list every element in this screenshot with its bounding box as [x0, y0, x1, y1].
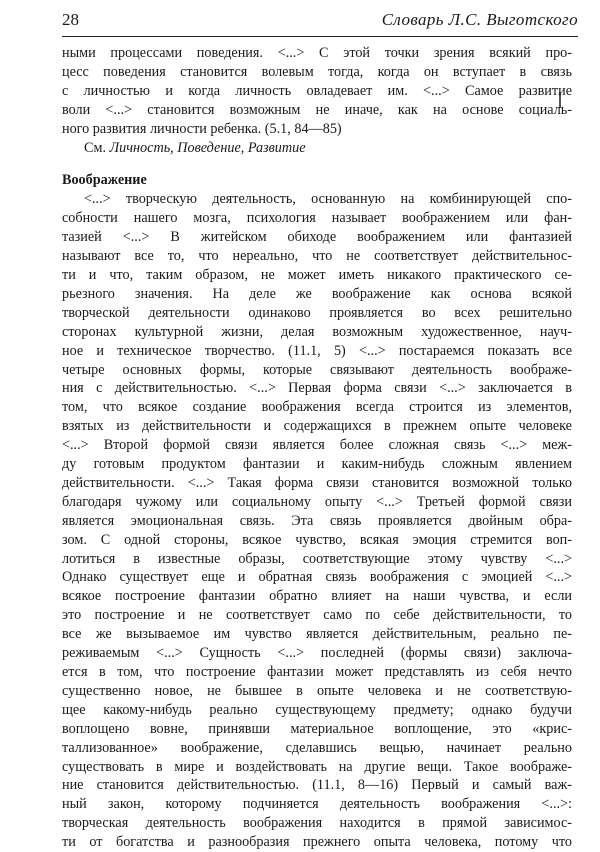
text-line: действительности. <...> Такая форма связи становится возможной только [62, 474, 572, 491]
text-line: ния с действительностью. <...> Первая форма связи <...> заключается в [62, 380, 572, 397]
text-line: взятых из действительности и содержащихся в прежнем опыте человеке [62, 418, 572, 435]
text-line: Однако существует еще и обратная связь воображения с эмоцией <...> [62, 569, 572, 586]
previous-entry-tail [62, 44, 572, 157]
text-line: все же вызываемое им чувство является действительным, реально пе- [62, 626, 572, 643]
text-line: зом. С одной стороны, всякое чувство, всякая эмоция стремится воп- [62, 531, 572, 548]
text-line: ти и что, таким образом, не может иметь никакого практического се- [62, 266, 572, 283]
text-line: цесс поведения становится волевым тогда, когда он вступает в связь [62, 63, 572, 80]
text-line: щее какому-нибудь реально существующему предмету; однако будучи [62, 701, 572, 718]
text-line: называют все то, что нереально, что не соответствует действительнос- [62, 248, 572, 265]
text-line: воплощено вовне, принявши материальное воплощение, это «крис- [62, 720, 572, 737]
text-line: благодаря чужому или социальному опыту <...> Третьей формой связи [62, 493, 572, 510]
text-line: существенно новое, не бывшее в опыте человека и не соответствую- [62, 682, 572, 699]
text-line: существовать в мире и воздействовать на другие вещи. Такое воображе- [62, 758, 572, 775]
text-line: сторонах культурной жизни, делая возможным художественное, науч- [62, 323, 572, 340]
entry-heading: Воображение [62, 172, 147, 189]
text-line: лотиться в известные образы, соответствующие этому чувству <...> [62, 550, 572, 567]
text-line: всякое построение фантазии обратно влияет на наши чувства, и если [62, 588, 572, 605]
see-also-line [62, 139, 572, 158]
text-line: четыре основных формы, которые связывают деятельность воображе- [62, 361, 572, 378]
text-line: это построение и не соответствует само по себе действительности, то [62, 607, 572, 624]
text-line: воли <...> становится возможным не иначе, как на основе социаль- [62, 101, 572, 118]
text-line: таллизованное» воображение, сделавшись вещью, начинает реально [62, 739, 572, 756]
page-body [62, 44, 572, 852]
running-header [62, 10, 578, 37]
book-title: Словарь Л.С. Выготского [381, 10, 578, 29]
text-line: ется в том, что построение фантазии может представлять из себя нечто [62, 664, 572, 680]
text-line: ный закон, которому подчиняется деятельность воображения <...>: [62, 796, 572, 813]
text-line: ду готовым продуктом фантазии и каким-нибудь сложным явлением [62, 456, 572, 473]
text-line: с личностью и когда личность овладевает им. <...> Самое развитие [62, 82, 572, 99]
text-line: том, что всякое создание воображения всегда строится из элементов, [62, 399, 572, 416]
page-number: 28 [62, 10, 79, 29]
text-line: реживаемым <...> Сущность <...> последней (формы связи) заключа- [62, 645, 572, 662]
text-line: ное и техническое творчество. (11.1, 5) <...> постараемся показать все [62, 342, 572, 359]
text-line: является эмоциональная связь. Эта связь проявляется двойным обра- [62, 512, 572, 529]
text-line: ными процессами поведения. <...> С этой точки зрения всякий про- [62, 45, 572, 61]
see-also-label: См. [84, 139, 106, 156]
text-line: тазией <...> В житейском обиходе воображением или фантазией [62, 229, 572, 246]
text-line: <...> творческую деятельность, основанную на комбинирующей спо- [84, 191, 572, 208]
text-line: ние становится действительностью. (11.1, 8—16) Первый и самый важ- [62, 777, 572, 794]
text-line: ти от богатства и разнообразия прежнего опыта человека, потому что [62, 834, 572, 851]
text-line: ного развития личности ребенка. (5.1, 84—85) [62, 120, 342, 137]
entry-gap [62, 157, 572, 171]
text-line: собности нашего мозга, психология называет воображением или фан- [62, 210, 572, 227]
text-line: <...> Второй формой связи является более сложная связь <...> меж- [62, 437, 572, 454]
text-line: творческая деятельность воображения находится в прямой зависимос- [62, 815, 572, 832]
text-line: рьезного значения. На деле же воображение как основа всякой [62, 285, 572, 302]
text-line: творческой деятельности одинаково проявляется во всех решительно [62, 304, 572, 321]
see-also-items: Личность, Поведение, Развитие [109, 139, 306, 156]
